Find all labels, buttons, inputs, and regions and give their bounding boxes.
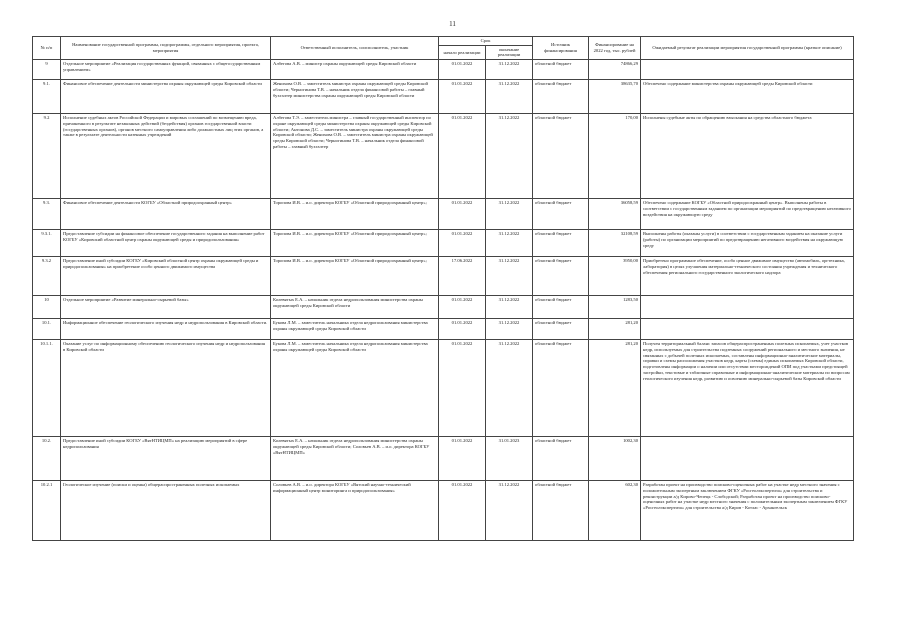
- table-row: [33, 60, 854, 80]
- row-end: 31.12.2022: [486, 257, 533, 296]
- row-num: 10.1.1.: [33, 340, 61, 437]
- row-name: Отдельное мероприятие «Развитие минерально-сырьевой базы»: [61, 296, 271, 319]
- row-funding: 281,20: [589, 340, 641, 437]
- row-name: Финансовое обеспечение деятельности КОГБУ «Областной природоохранный центр»: [61, 199, 271, 230]
- row-start: 01.01.2022: [439, 114, 486, 199]
- row-num: 10: [33, 296, 61, 319]
- table-row: [33, 296, 854, 319]
- row-executor: Букова Л.М. – заместитель начальника отдела недропользования министерства охраны окружающей среды Кировской области: [271, 319, 439, 340]
- table-row: [33, 437, 854, 481]
- row-result: Обеспечено содержание КОГБУ «Областной природоохранный центр». Выполнены работы в соответствии с государственным заданием по организации мероприятий по предотвращению негативного воздействия на окружающую среду: [641, 199, 854, 230]
- row-num: 9.3.2: [33, 257, 61, 296]
- row-executor: Колевятых Е.А. – начальник отдела недропользования министерства охраны окружающей среды Кировской области; Соловьев А.В. – и.о. директора КОГБУ «ВятНТИЦМП»: [271, 437, 439, 481]
- row-name: Предоставление иной субсидии КОГБУ «ВятНТИЦМП» на реализацию мероприятий в сфере недропользования: [61, 437, 271, 481]
- row-source: областной бюджет: [533, 319, 589, 340]
- row-funding: 602,30: [589, 481, 641, 541]
- row-source: областной бюджет: [533, 199, 589, 230]
- row-result: Обеспечено содержание министерства охраны окружающей среды Кировской области: [641, 80, 854, 114]
- row-end: 31.12.2022: [486, 296, 533, 319]
- row-name: Исполнение судебных актов Российской Федерации и мировых соглашений по возмещению вреда, причиненного в результате незаконных действий (бездействия) органов государственной власти (государственных органов), органов местного самоуправления либо должностных лиц этих органов, а также в результате деятельности казенных учреждений: [61, 114, 271, 199]
- row-funding: 38635,70: [589, 80, 641, 114]
- row-start: 01.01.2022: [439, 199, 486, 230]
- row-result: [641, 296, 854, 319]
- header-start: начало реализации: [439, 45, 486, 59]
- row-executor: Букова Л.М. – заместитель начальника отдела недропользования министерства охраны окружающей среды Кировской области: [271, 340, 439, 437]
- header-executor: Ответственный исполнитель, соисполнитель, участник: [271, 37, 439, 60]
- row-executor: Женихова О.В. – заместитель министра охраны окружающей среды Кировской области; Черногинова Т.В. – начальник отдела финансовой работы – главный бухгалтер министерства охраны окружающей среды Кировской области: [271, 80, 439, 114]
- row-source: областной бюджет: [533, 481, 589, 541]
- row-end: 31.12.2022: [486, 80, 533, 114]
- row-executor: Торопова И.В. – и.о. директора КОГБУ «Областной природоохранный центр»;: [271, 257, 439, 296]
- program-table: [32, 36, 854, 541]
- row-start: 01.01.2022: [439, 481, 486, 541]
- row-end: 31.12.2022: [486, 230, 533, 257]
- row-result: Исполнены судебные акты по обращению взыскания на средства областного бюджета: [641, 114, 854, 199]
- row-result: Получен территориальный баланс запасов общераспространенных полезных ископаемых, учет участков недр, используемых для строительства подземных сооружений регионального и местного значения, не связанных с добычей полезных ископаемых, составлены информационно-аналитические материалы, справки и схемы расположения участков недр, карты (схемы) единых ископаемых Кировской области, подготовлены информации о наличии или отсутствии месторождений ОПИ под участками предстоящей застройки, текстовые и табличные справочные и информационно-аналитические материалы по вопросам геологического изучения недр, развитию и освоению минерально-сырьевой базы Кировской области: [641, 340, 854, 437]
- row-start: 01.01.2022: [439, 60, 486, 80]
- row-source: областной бюджет: [533, 437, 589, 481]
- row-name: Отдельное мероприятие «Реализация государственных функций, связанных с общегосударственным управлением»: [61, 60, 271, 80]
- row-name: Предоставление субсидии на финансовое обеспечение государственного задания на выполнение работ КОГБУ «Кировский областной центр охраны окружающей среды и природопользования»: [61, 230, 271, 257]
- row-end: 31.12.2022: [486, 60, 533, 80]
- row-executor: Албегова Т.Э. – заместитель министра – главный государственный инспектор по охране окружающей среды министерства охраны окружающей среды Кировской области; Антонова Д.С. – заместитель министра охраны окружающей среды Кировской области; Женихова О.В. – заместитель министра охраны окружающей среды Кировской области; Черногинова Т.В. – начальник отдела финансовой работы – главный бухгалтер: [271, 114, 439, 199]
- row-source: областной бюджет: [533, 114, 589, 199]
- table-row: [33, 230, 854, 257]
- row-result: Приобретено программное обеспечение, особо ценное движимое имущество (автомобиль, оргтехника, лаборатория) в целях улучшения материально-технического состояния учреждения и технического обеспечения регионального государственного экологического надзора: [641, 257, 854, 296]
- table-row: [33, 257, 854, 296]
- row-funding: 281,20: [589, 319, 641, 340]
- row-start: 01.01.2022: [439, 230, 486, 257]
- row-num: 10.1.: [33, 319, 61, 340]
- table-row: [33, 481, 854, 541]
- row-funding: 170,00: [589, 114, 641, 199]
- row-num: 9.3.: [33, 199, 61, 230]
- row-funding: 32108,59: [589, 230, 641, 257]
- header-funding: Финансирование на 2022 год, тыс. рублей: [589, 37, 641, 60]
- row-name: Оказание услуг по информационному обеспечению геологического изучения недр и недропользования в Кировской области: [61, 340, 271, 437]
- row-funding: 36058,59: [589, 199, 641, 230]
- row-executor: Торопова И.В. – и.о. директора КОГБУ «Областной природоохранный центр»;: [271, 230, 439, 257]
- header-end: окончание реализации: [486, 45, 533, 59]
- row-name: Финансовое обеспечение деятельности министерства охраны окружающей среды Кировской области: [61, 80, 271, 114]
- row-executor: Албегова А.В. – министр охраны окружающей среды Кировской области: [271, 60, 439, 80]
- row-num: 10.2.1: [33, 481, 61, 541]
- table-row: [33, 114, 854, 199]
- row-funding: 3950,00: [589, 257, 641, 296]
- row-name: Геологическое изучение (поиски и оценка) общераспространенных полезных ископаемых: [61, 481, 271, 541]
- row-start: 01.01.2022: [439, 296, 486, 319]
- row-num: 9.3.1.: [33, 230, 61, 257]
- row-start: 01.01.2022: [439, 437, 486, 481]
- row-result: Выполнены работы (оказаны услуги) в соответствии с государственным заданием на оказание услуги (работы) по организации мероприятий по предотвращению негативного воздействия на окружающую среду: [641, 230, 854, 257]
- row-start: 01.01.2022: [439, 340, 486, 437]
- header-term: Срок: [439, 37, 533, 46]
- row-name: Предоставление иной субсидии КОГБУ «Кировский областной центр охраны окружающей среды и природопользования» на приобретение особо ценного движимого имущества: [61, 257, 271, 296]
- row-funding: 74866,29: [589, 60, 641, 80]
- row-source: областной бюджет: [533, 230, 589, 257]
- row-source: областной бюджет: [533, 340, 589, 437]
- row-result: Разработан проект на производство поисково-оценочных работ на участке недр местного значения с положительным экспертным заключением ФГКУ «Росгеолэкспертиза» для строительства и реконструкции а/д Кирово-Чепецк - Слободской; Разработан проект на производство поисково-оценочных работ на участке недр местного значения с положительным экспертным заключением ФГКУ «Росгеолэкспертиза» для строительства а/д Киров - Котлас - Архангельск: [641, 481, 854, 541]
- table-row: [33, 340, 854, 437]
- table-body: [33, 60, 854, 541]
- row-end: 31.12.2022: [486, 340, 533, 437]
- row-funding: 1002,30: [589, 437, 641, 481]
- row-source: областной бюджет: [533, 80, 589, 114]
- row-start: 01.01.2022: [439, 319, 486, 340]
- row-num: 9.1.: [33, 80, 61, 114]
- page-number: 11: [449, 20, 456, 28]
- row-num: 9.2: [33, 114, 61, 199]
- row-result: [641, 437, 854, 481]
- row-end: 31.12.2022: [486, 481, 533, 541]
- table-row: [33, 319, 854, 340]
- row-start: 01.01.2022: [439, 80, 486, 114]
- row-end: 31.01.2023: [486, 437, 533, 481]
- row-result: [641, 319, 854, 340]
- row-num: 10.2.: [33, 437, 61, 481]
- row-source: областной бюджет: [533, 296, 589, 319]
- row-num: 9: [33, 60, 61, 80]
- row-name: Информационное обеспечение геологического изучения недр и недропользования в Кировской области.: [61, 319, 271, 340]
- header-name: Наименование государственной программы, подпрограммы, отдельного мероприятия, проекта, мероприятия: [61, 37, 271, 60]
- row-executor: Соловьев А.В. – и.о. директора КОГБУ «Вятский научно-технический информационный центр мониторинга и природопользования»: [271, 481, 439, 541]
- header-source: Источник финансирования: [533, 37, 589, 60]
- row-start: 17.06.2022: [439, 257, 486, 296]
- row-result: [641, 60, 854, 80]
- row-end: 31.12.2022: [486, 199, 533, 230]
- table-row: [33, 199, 854, 230]
- row-end: 31.12.2022: [486, 319, 533, 340]
- row-funding: 1283,50: [589, 296, 641, 319]
- row-executor: Торопова И.В. – и.о. директора КОГБУ «Областной природоохранный центр»;: [271, 199, 439, 230]
- row-source: областной бюджет: [533, 257, 589, 296]
- row-end: 31.12.2022: [486, 114, 533, 199]
- header-result: Ожидаемый результат реализации мероприятия государственной программы (краткое описание): [641, 37, 854, 60]
- row-executor: Колевятых Е.А. – начальник отдела недропользования министерства охраны окружающей среды Кировской области: [271, 296, 439, 319]
- row-source: областной бюджет: [533, 60, 589, 80]
- table-row: [33, 80, 854, 114]
- header-num: № п/п: [33, 37, 61, 60]
